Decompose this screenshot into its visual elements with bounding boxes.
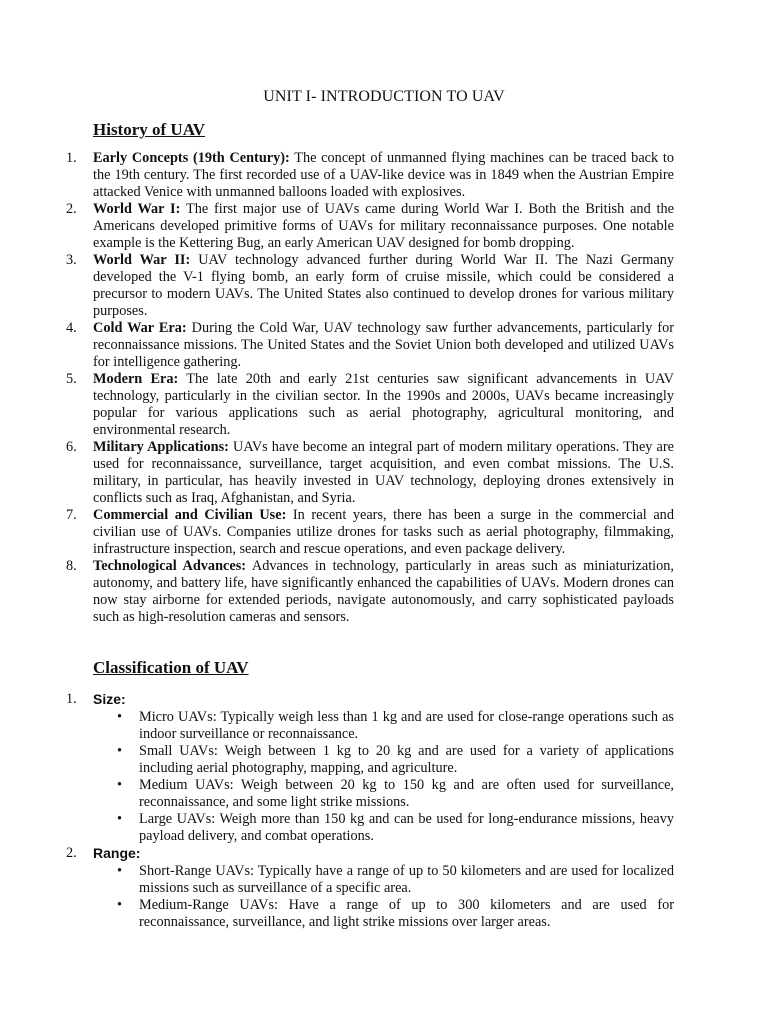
list-item: 3. World War II: UAV technology advanced further during World War II. The Nazi Germany developed the V-1 flying bomb, an early form of cruise missile, which could be considered a precursor to modern UAVs. The United States also continued to develop drones for various military purposes. bbox=[66, 252, 674, 319]
bullet-icon: • bbox=[117, 863, 123, 879]
list-item-size: 1. Size: • Micro UAVs: Typically weigh less than 1 kg and are used for close-range operations such as indoor surveillance or reconnaissance. • Small UAVs: Weigh between 1 kg to 20 kg and are used for a variety of applications including aerial photography, mapping, and agriculture. • Medium UAVs: Weigh between 20 kg to 150 kg and are often used for surveillance, reconnaissance, and some light strike missions. • Large UAVs: Weigh more than 150 kg and can be used for long-endurance missions, heavy payload delivery, and combat operations. bbox=[66, 691, 674, 844]
bullet-item: • Medium UAVs: Weigh between 20 kg to 150 kg and are often used for surveillance, reconnaissance, and some light strike missions. bbox=[117, 777, 674, 810]
list-item-range: 2. Range: • Short-Range UAVs: Typically have a range of up to 50 kilometers and are used for localized missions such as surveillance of a specific area. • Medium-Range UAVs: Have a range of up to 300 kilometers and are used for reconnaissance, surveillance, and light strike missions over larger areas. bbox=[66, 845, 674, 930]
list-item: 6. Military Applications: UAVs have become an integral part of modern military operations. They are used for reconnaissance, surveillance, target acquisition, and even combat missions. The U.S. military, in particular, has heavily invested in UAV technology, deploying drones extensively in conflicts such as Iraq, Afghanistan, and Syria. bbox=[66, 439, 674, 506]
bullet-icon: • bbox=[117, 897, 123, 913]
bullet-icon: • bbox=[117, 709, 123, 725]
bullet-item: • Micro UAVs: Typically weigh less than 1 kg and are used for close-range operations such as indoor surveillance or reconnaissance. bbox=[117, 709, 674, 742]
bullet-list bbox=[93, 709, 674, 845]
bullet-item: • Medium-Range UAVs: Have a range of up to 300 kilometers and are used for reconnaissance, surveillance, and light strike missions over larger areas. bbox=[117, 897, 674, 930]
list-item: 4. Cold War Era: During the Cold War, UAV technology saw further advancements, particularly for reconnaissance missions. The United States and the Soviet Union both developed and utilized UAVs for intelligence gathering. bbox=[66, 320, 675, 370]
classification-heading: Classification of UAV bbox=[93, 658, 249, 677]
list-item: 8. Technological Advances: Advances in technology, particularly in areas such as miniaturization, autonomy, and battery life, have significantly enhanced the capabilities of UAVs. Modern drones can now stay airborne for extended periods, navigate autonomously, and carry sophisticated payloads such as high-resolution cameras and sensors. bbox=[66, 558, 675, 625]
bullet-item: • Small UAVs: Weigh between 1 kg to 20 kg and are used for a variety of applications including aerial photography, mapping, and agriculture. bbox=[117, 743, 674, 776]
bullet-item: • Short-Range UAVs: Typically have a range of up to 50 kilometers and are used for localized missions such as surveillance of a specific area. bbox=[117, 863, 674, 896]
page-title: UNIT I- INTRODUCTION TO UAV bbox=[263, 88, 505, 105]
bullet-icon: • bbox=[117, 811, 123, 827]
list-item: 7. Commercial and Civilian Use: In recent years, there has been a surge in the commercial and civilian use of UAVs. Companies utilize drones for tasks such as aerial photography, filmmaking, infrastructure inspection, search and rescue operations, and even package delivery. bbox=[66, 507, 674, 557]
list-item: 5. Modern Era: The late 20th and early 21st centuries saw significant advancements in UAV technology, particularly in the civilian sector. In the 1990s and 2000s, UAVs became increasingly popular for various applications such as aerial photography, agricultural monitoring, and environmental research. bbox=[66, 371, 674, 438]
bullet-icon: • bbox=[117, 743, 123, 759]
bullet-list bbox=[93, 863, 674, 931]
bullet-item: • Large UAVs: Weigh more than 150 kg and can be used for long-endurance missions, heavy payload delivery, and combat operations. bbox=[117, 811, 674, 844]
bullet-icon: • bbox=[117, 777, 123, 793]
classification-list bbox=[66, 691, 674, 931]
list-item: 1. Early Concepts (19th Century): The concept of unmanned flying machines can be traced back to the 19th century. The first recorded use of a UAV-like device was in 1849 when the Austrian Empire attacked Venice with unmanned balloons loaded with explosives. bbox=[66, 150, 674, 200]
list-item: 2. World War I: The first major use of UAVs came during World War I. Both the British and the Americans developed primitive forms of UAVs for military reconnaissance purposes. One notable example is the Kettering Bug, an early American UAV designed for bomb dropping. bbox=[66, 201, 675, 251]
history-heading: History of UAV bbox=[93, 120, 206, 139]
history-list bbox=[66, 150, 674, 626]
